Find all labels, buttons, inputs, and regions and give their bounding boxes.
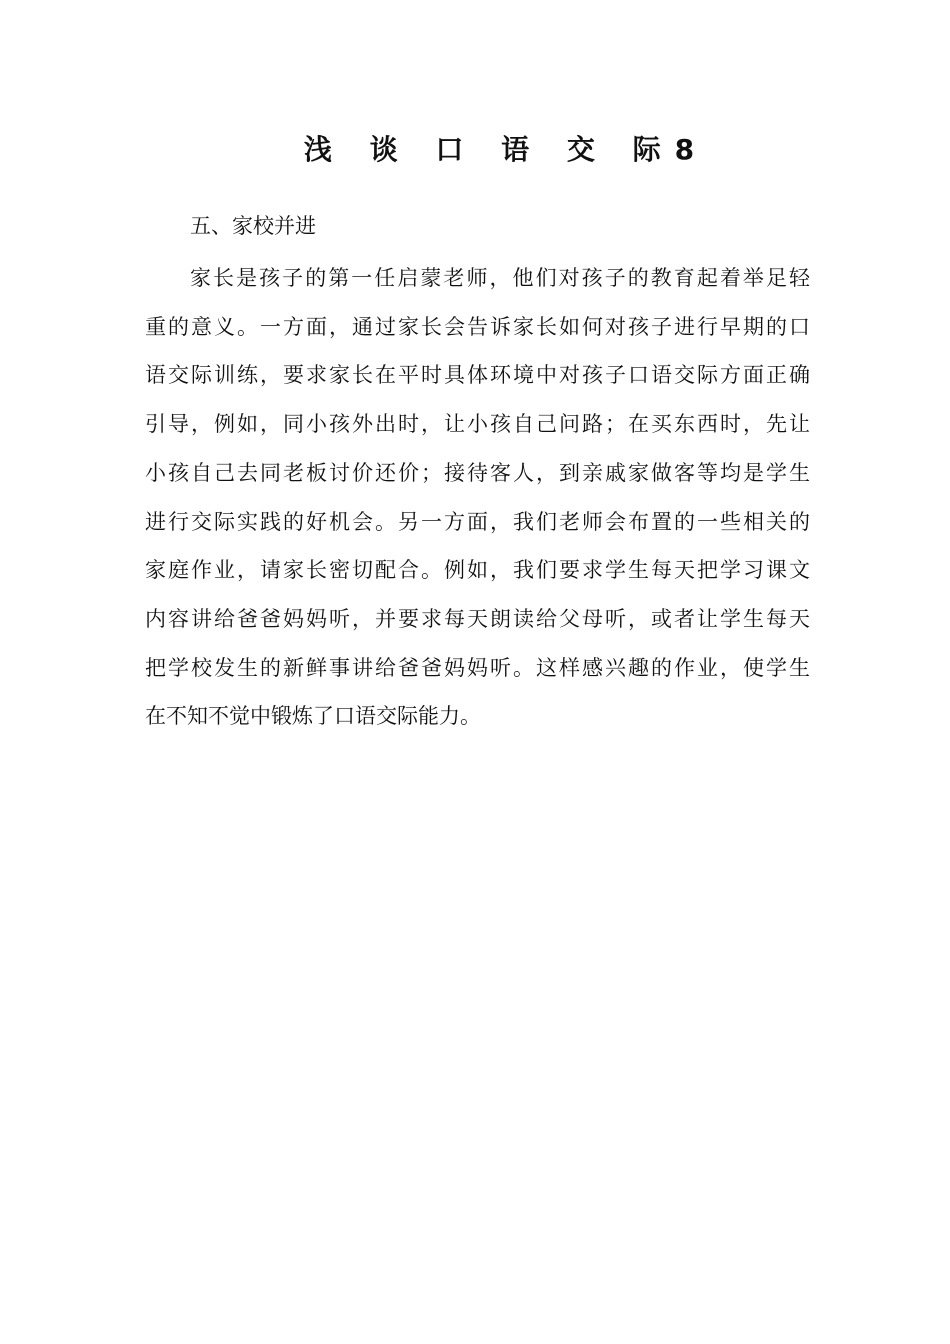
paragraph-line: 语交际训练，要求家长在平时具体环境中对孩子口语交际方面正确 xyxy=(145,363,810,388)
body-paragraph xyxy=(145,254,810,741)
paragraph-line: 内容讲给爸爸妈妈听，并要求每天朗读给父母听，或者让学生每天 xyxy=(145,606,810,631)
paragraph-line: 重的意义。一方面，通过家长会告诉家长如何对孩子进行早期的口 xyxy=(145,314,810,339)
paragraph-line: 家庭作业，请家长密切配合。例如，我们要求学生每天把学习课文 xyxy=(145,558,810,583)
paragraph-line: 在不知不觉中锻炼了口语交际能力。 xyxy=(145,704,481,729)
paragraph-line: 家长是孩子的第一任启蒙老师，他们对孩子的教育起着举足轻 xyxy=(190,266,810,290)
paragraph-line: 进行交际实践的好机会。另一方面，我们老师会布置的一些相关的 xyxy=(145,509,810,534)
paragraph-line: 小孩自己去同老板讨价还价；接待客人，到亲戚家做客等均是学生 xyxy=(145,460,810,485)
paragraph-line: 把学校发生的新鲜事讲给爸爸妈妈听。这样感兴趣的作业，使学生 xyxy=(145,655,810,680)
document-title: 浅 谈 口 语 交 际8 xyxy=(303,133,709,166)
paragraph-line: 引导，例如，同小孩外出时，让小孩自己问路；在买东西时，先让 xyxy=(145,412,810,437)
section-heading: 五、家校并进 xyxy=(190,214,316,238)
